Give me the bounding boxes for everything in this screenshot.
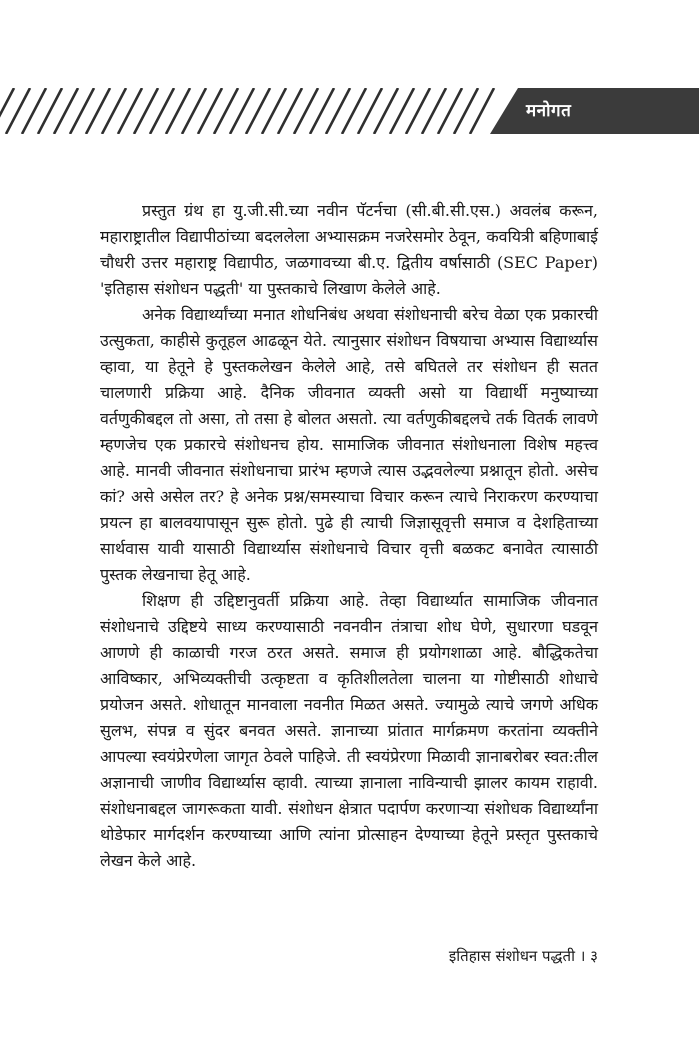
paragraph-1: प्रस्तुत ग्रंथ हा यु.जी.सी.च्या नवीन पॅटर्नचा (सी.बी.सी.एस.) अवलंब करून, महाराष्ट्रातील विद्यापीठांच्या बदललेला अभ्यासक्रम नजरेसमोर ठेवून, कवयित्री बहिणाबाई चौधरी उत्तर महाराष्ट्र विद्यापीठ, जळगावच्या बी.ए. द्वितीय वर्षासाठी (SEC Paper) 'इतिहास संशोधन पद्धती' या पुस्तकाचे लिखाण केलेले आहे. <box>100 201 598 298</box>
section-title: मनोगत <box>526 101 572 121</box>
diagonal-stripes-decoration <box>0 88 520 134</box>
running-footer: इतिहास संशोधन पद्धती । ३ <box>448 947 598 965</box>
paragraph-2: अनेक विद्यार्थ्यांच्या मनात शोधनिबंध अथवा संशोधनाची बरेच वेळा एक प्रकारची उत्सुकता, काहीसे कुतूहल आढळून येते. त्यानुसार संशोधन विषयाचा अभ्यास विद्यार्थ्यास व्हावा, या हेतूने हे पुस्तकलेखन केलेले आहे, तसे बघितले तर संशोधन ही सतत चालणारी प्रक्रिया आहे. दैनिक जीवनात व्यक्ती असो या विद्यार्थी मनुष्याच्या वर्तणुकीबद्दल तो असा, तो तसा हे बोलत असतो. त्या वर्तणुकीबद्दलचे तर्क वितर्क लावणे म्हणजेच एक प्रकारचे संशोधनच होय. सामाजिक जीवनात संशोधनाला विशेष महत्त्व आहे. मानवी जीवनात संशोधनाचा प्रारंभ म्हणजे त्यास उद्भवलेल्या प्रश्नातून होतो. असेच कां? असे असेल तर? हे अनेक प्रश्न/समस्याचा विचार करून त्याचे निराकरण करण्याचा प्रयत्न हा बालवयापासून सुरू होतो. पुढे ही त्याची जिज्ञासूवृत्ती समाज व देशहिताच्या सार्थवास यावी यासाठी विद्यार्थ्यास संशोधनाचे विचार वृत्ती बळकट बनावेत त्यासाठी पुस्तक लेखनाचा हेतू आहे. <box>100 305 598 584</box>
preface-body <box>100 198 598 874</box>
paragraph-3: शिक्षण ही उद्दिष्टानुवर्ती प्रक्रिया आहे. तेव्हा विद्यार्थ्यात सामाजिक जीवनात संशोधनाचे उद्दिष्टये साध्य करण्यासाठी नवनवीन तंत्राचा शोध घेणे, सुधारणा घडवून आणणे ही काळाची गरज ठरत असते. समाज ही प्रयोगशाळा आहे. बौद्धिकतेचा आविष्कार, अभिव्यक्तीची उत्कृष्टता व कृतिशीलतेला चालना या गोष्टीसाठी शोधाचे प्रयोजन असते. शोधातून मानवाला नवनीत मिळत असते. ज्यामुळे त्याचे जगणे अधिक सुलभ, संपन्न व सुंदर बनवत असते. ज्ञानाच्या प्रांतात मार्गक्रमण करतांना व्यक्तीने आपल्या स्वयंप्रेरणेला जागृत ठेवले पाहिजे. ती स्वयंप्रेरणा मिळावी ज्ञानाबरोबर स्वत:तील अज्ञानाची जाणीव विद्यार्थ्यास व्हावी. त्याच्या ज्ञानाला नाविन्याची झालर कायम राहावी. संशोधनाबद्दल जागरूकता यावी. संशोधन क्षेत्रात पदार्पण करणाऱ्या संशोधक विद्यार्थ्यांना थोडेफार मार्गदर्शन करण्याच्या आणि त्यांना प्रोत्साहन देण्याच्या हेतूने प्रस्तृत पुस्तकाचे लेखन केले आहे. <box>100 591 598 870</box>
page-header <box>0 88 699 134</box>
